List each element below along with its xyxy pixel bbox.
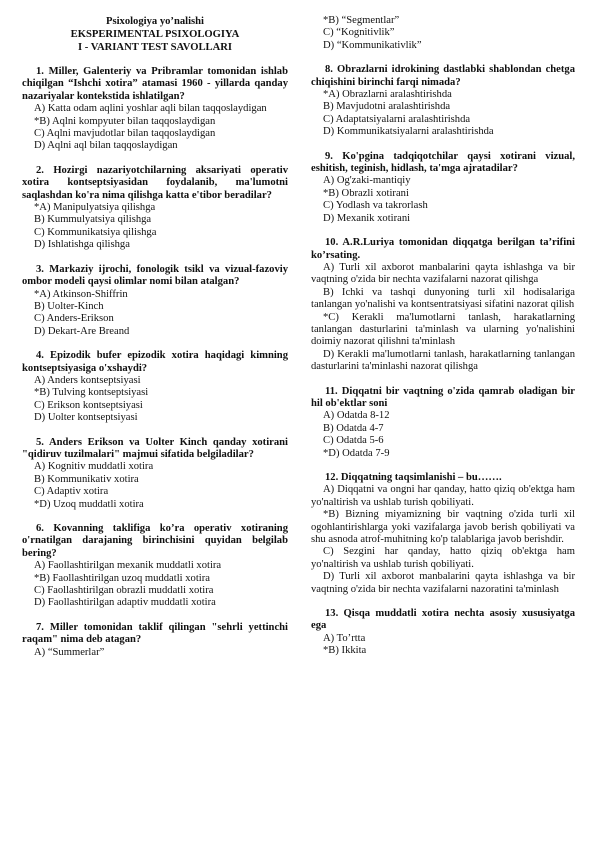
- question-4-option-d: D) Uolter kontseptsiyasi: [34, 412, 138, 424]
- question-1-option-d: D) Aqlni aql bilan taqqoslaydigan: [34, 140, 178, 152]
- header-line-2: EKSPERIMENTAL PSIXOLOGIYA: [70, 29, 240, 40]
- question-6-option-b: *B) Faollashtirilgan uzoq muddatli xotira: [34, 572, 210, 584]
- question-11: [311, 386, 575, 460]
- question-10-option-b: B) Ichki va tashqi dunyoning turli xil hodisalariga tanlangan yo'nalishi va kontsentratsiyasi sifatini nazorat qilish: [311, 286, 575, 311]
- question-5-option-a: A) Kognitiv muddatli xotira: [34, 461, 154, 473]
- question-4-text: 4. Epizodik bufer epizodik xotira haqidagi kimning kontseptsiyasiga o'xshaydi?: [22, 350, 288, 374]
- question-4: [22, 350, 288, 424]
- question-9: [311, 151, 575, 225]
- question-4-option-c: C) Erikson kontseptsiyasi: [34, 399, 143, 411]
- question-2-text: 2. Hozirgi nazariyotchilarning aksariyati operativ xotira kontseptsiyasidan foydalanib, ma'lumotni saqlashdan ko'ra nima qilishga katta e'tibor beradilar?: [22, 164, 288, 201]
- question-4-option-b: *B) Tulving kontseptsiyasi: [34, 387, 149, 399]
- question-2-option-a: *A) Manipulyatsiya qilishga: [34, 202, 156, 214]
- question-7-option-b: *B) “Segmentlar”: [323, 15, 400, 26]
- question-6-option-d: D) Faollashtirilgan adaptiv muddatli xotira: [34, 597, 216, 609]
- question-8-option-b: B) Mavjudotni aralashtirishda: [323, 101, 451, 113]
- question-12-option-b: *B) Bizning miyamizning bir vaqtning o'zida turli xil ogohlantirishlarga yoki vazifalarga javob berish qobiliyati va shu asnoda atrof-muhitning ko'p talablariga javob berishdir.: [311, 509, 575, 546]
- left-column: [22, 15, 288, 671]
- question-10: [311, 237, 575, 373]
- question-1-option-c: C) Aqlni mavjudotlar bilan taqqoslaydigan: [34, 128, 216, 140]
- question-8: [311, 64, 575, 138]
- header-line-1: Psixologiya yo’nalishi: [105, 16, 204, 27]
- question-2-option-d: D) Ishlatishga qilishga: [34, 239, 130, 251]
- question-13-option-b: *B) Ikkita: [323, 645, 367, 657]
- question-8-option-a: *A) Obrazlarni aralashtirishda: [323, 89, 452, 101]
- question-11-option-b: B) Odatda 4-7: [323, 422, 384, 434]
- question-4-option-a: A) Anders kontseptsiyasi: [34, 374, 141, 386]
- question-5-text: 5. Anders Erikson va Uolter Kinch qanday xotirani "qidiruv tuzilmalari" majmui sifatida belgiladilar?: [22, 436, 288, 460]
- question-1-option-a: A) Katta odam aqlini yoshlar aqli bilan taqqoslaydigan: [34, 103, 267, 115]
- question-11-text: 11. Diqqatni bir vaqtning o'zida qamrab oladigan bir hil ob'ektlar soni: [311, 385, 575, 409]
- question-10-option-a: A) Turli xil axborot manbalarini qayta ishlashga va bir vaqtning o'zida bir nechta vazifalarni nazorat qilishga: [311, 261, 575, 286]
- question-12-text: 12. Diqqatning taqsimlanishi – bu…….: [325, 472, 502, 483]
- question-8-text: 8. Obrazlarni idrokining dastlabki shablondan chetga chiqishini birinchi farqi nimada?: [311, 64, 575, 88]
- question-2-option-c: C) Kommunikatsiya qilishga: [34, 226, 157, 238]
- question-7-option-d: D) “Kommunikativlik”: [323, 39, 422, 51]
- question-11-option-a: A) Odatda 8-12: [323, 410, 390, 422]
- question-7: [22, 622, 288, 659]
- question-5-option-c: C) Adaptiv xotira: [34, 486, 109, 498]
- question-13: [311, 608, 575, 658]
- question-1-text: 1. Miller, Galenteriy va Pribramlar tomonidan ishlab chiqilgan “Ishchi xotira” atamasi 1960 - yillarda qanday nazariyalar kontekstida ishlatilgan?: [22, 66, 288, 102]
- question-13-option-a: A) To’rtta: [323, 632, 366, 644]
- question-7-option-a: A) “Summerlar”: [34, 646, 105, 658]
- question-3-option-b: B) Uolter-Kinch: [34, 300, 104, 312]
- question-10-option-c: *C) Kerakli ma'lumotlarni tanlash, harakatlarning tanlangan dasturlarini ta'minlash va ularning yo'nalishini doimiy nazorat qilishni ta'minlash: [311, 311, 575, 348]
- question-5-option-b: B) Kommunikativ xotira: [34, 473, 139, 485]
- question-5: [22, 437, 288, 511]
- question-7-option-c: C) “Kognitivlik”: [323, 27, 395, 39]
- question-9-option-c: C) Yodlash va takrorlash: [323, 200, 428, 212]
- question-7-continued: [311, 15, 575, 52]
- question-3-option-d: D) Dekart-Are Breand: [34, 325, 130, 337]
- right-column: [311, 15, 575, 670]
- question-3-option-a: *A) Atkinson-Shiffrin: [34, 288, 128, 300]
- question-6: [22, 523, 288, 610]
- question-9-option-a: A) Og'zaki-mantiqiy: [323, 175, 411, 187]
- question-2: [22, 165, 288, 252]
- question-13-text: 13. Qisqa muddatli xotira nechta asosiy xususiyatga ega: [311, 608, 575, 632]
- question-10-text: 10. A.R.Luriya tomonidan diqqatga berilgan ta’rifini ko’rsating.: [311, 237, 575, 261]
- question-8-option-d: D) Kommunikatsiyalarni aralashtirishda: [323, 126, 494, 138]
- question-11-option-c: C) Odatda 5-6: [323, 435, 384, 447]
- question-7-text: 7. Miller tomonidan taklif qilingan "sehrli yettinchi raqam" nima deb atagan?: [22, 621, 288, 646]
- question-5-option-d: *D) Uzoq muddatli xotira: [34, 498, 144, 510]
- question-1: [22, 66, 288, 153]
- question-6-option-a: A) Faollashtirilgan mexanik muddatli xotira: [34, 560, 222, 572]
- question-6-text: 6. Kovanning taklifiga ko’ra operativ xotiraning o'rnatilgan darajaning birinchisini quyidan belgilab bering?: [22, 523, 288, 559]
- question-10-option-d: D) Kerakli ma'lumotlarni tanlash, harakatlarning tanlangan dasturlarini ta'minlashi nazorat qilishga: [311, 348, 575, 373]
- question-1-option-b: *B) Aqlni kompyuter bilan taqqoslaydigan: [34, 115, 216, 127]
- question-12-option-d: D) Turli xil axborot manbalarini qayta ishlashga va bir vaqtning o'zida bir nechta vazifalarni nazoratini ta'minlash: [311, 571, 575, 595]
- question-12-option-a: A) Diqqatni va ongni har qanday, hatto qiziq ob'ektga ham yo'naltirish va ushlab turish qobiliyati.: [311, 484, 575, 508]
- question-3-text: 3. Markaziy ijrochi, fonologik tsikl va vizual-fazoviy ombor modeli qaysi olimlar nomi bilan atalgan?: [22, 263, 288, 288]
- document-header: [22, 15, 288, 54]
- question-11-option-d: *D) Odatda 7-9: [323, 447, 390, 459]
- question-9-option-b: *B) Obrazli xotirani: [323, 187, 409, 199]
- question-9-option-d: D) Mexanik xotirani: [323, 212, 411, 224]
- question-2-option-b: B) Kummulyatsiya qilishga: [34, 214, 152, 226]
- question-3: [22, 264, 288, 338]
- question-3-option-c: C) Anders-Erikson: [34, 313, 114, 325]
- question-9-text: 9. Ko'pgina tadqiqotchilar qaysi xotirani vizual, eshitish, teginish, hidlash, ta'mga ajratadilar?: [311, 150, 575, 175]
- header-line-3: I - VARIANT TEST SAVOLLARI: [77, 42, 233, 53]
- question-8-option-c: C) Adaptatsiyalarni aralashtirishda: [323, 113, 471, 125]
- question-12: [311, 472, 575, 596]
- question-6-option-c: C) Faollashtirilgan obrazli muddatli xotira: [34, 585, 214, 597]
- question-12-option-c: C) Sezgini har qanday, hatto qiziq ob'ektga ham yo'naltirish va ushlab turish qobiliyati.: [311, 546, 575, 570]
